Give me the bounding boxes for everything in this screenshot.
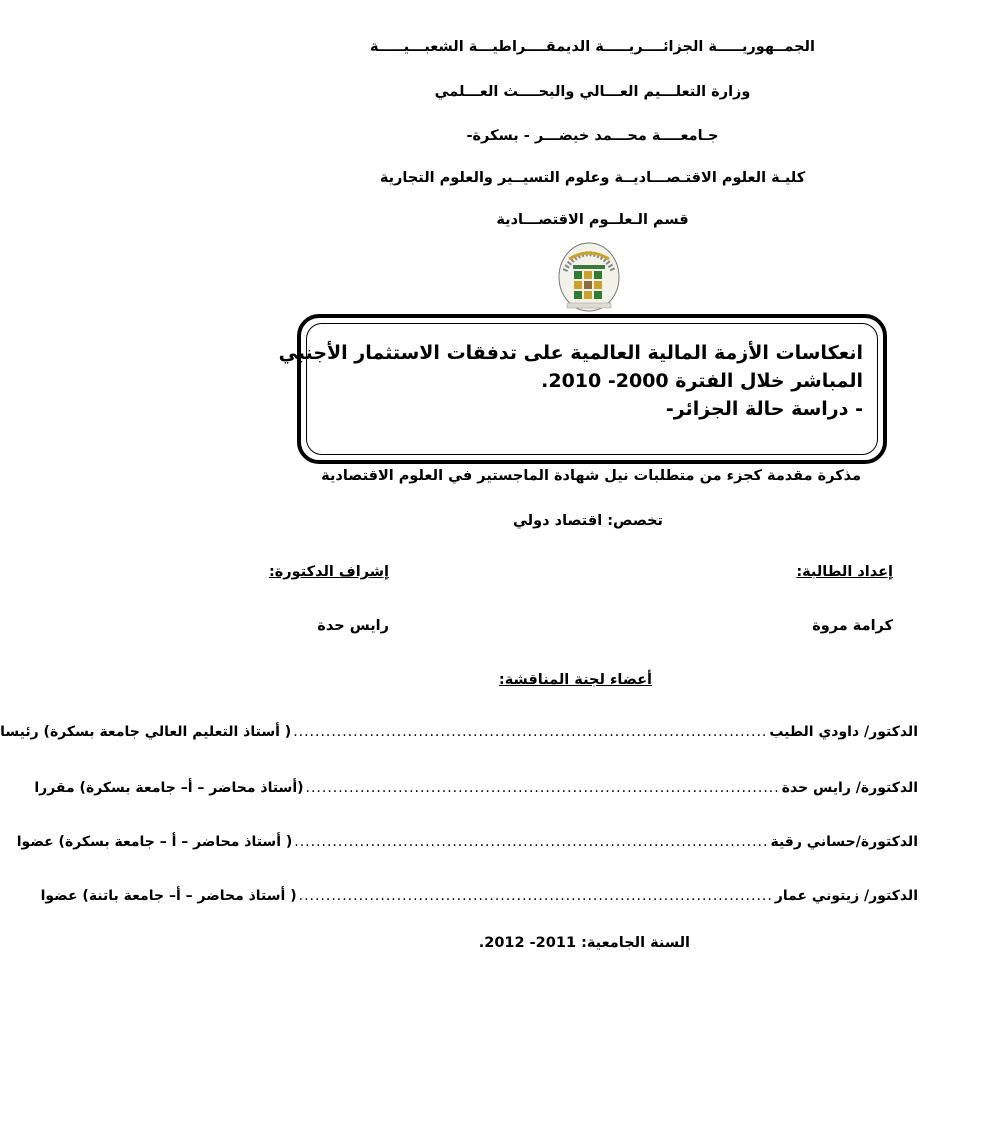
supervisor-name: رايس حدة — [317, 618, 389, 634]
committee-member-role: ( أستاذ محاضر – أ – جامعة بسكرة) عضوا — [16, 834, 293, 850]
specialty: تخصص: اقتصاد دولي — [513, 513, 663, 529]
committee-member-name: الدكتورة/ رايس حدة — [781, 780, 918, 796]
committee-member-role: (أستاذ محاضر – أ– جامعة بسكرة) مقررا — [34, 780, 304, 796]
thesis-purpose: مذكرة مقدمة كجزء من متطلبات نيل شهادة الماجستير في العلوم الاقتصادية — [321, 468, 861, 484]
committee-member-name: الدكتور/ داودي الطيب — [769, 724, 918, 740]
committee-member-row — [0, 722, 918, 742]
student-name: كرامة مروة — [812, 618, 893, 634]
committee-member-name: الدكتور/ زيتوني عمار — [774, 888, 918, 904]
ministry-line: وزارة التعلـــيم العـــالي والبحــــث العـــلمي — [434, 84, 751, 100]
committee-member-role: ( أستاذ التعليم العالي جامعة بسكرة) رئيسا — [0, 724, 292, 740]
dot-leader: ....................................................................................... — [298, 888, 773, 904]
university-logo — [547, 241, 631, 313]
thesis-title-line2: المباشر خلال الفترة 2000- 2010. — [541, 370, 863, 392]
dot-leader: ....................................................................................... — [305, 780, 780, 796]
department-line: قسم الـعلــوم الاقتصـــادية — [496, 212, 689, 228]
faculty-line: كليـة العلوم الاقتـصـــاديــة وعلوم التسيــير والعلوم التجارية — [379, 170, 806, 186]
university-logo-icon — [547, 241, 631, 313]
thesis-title-line3: - دراسة حالة الجزائر- — [665, 398, 863, 420]
university-line: جـامعــــة محـــمد خيضـــر - بسكرة- — [466, 128, 719, 144]
republic-line: الجمــهوريـــــة الجزائــــريـــــة الديمقــــراطيـــة الشعبـــيـــــة — [370, 39, 815, 55]
supervisor-label: إشراف الدكتورة: — [268, 564, 389, 580]
committee-heading: أعضاء لجنة المناقشة: — [498, 672, 652, 688]
committee-member-name: الدكتورة/حساني رقية — [770, 834, 918, 850]
committee-member-row — [34, 778, 918, 798]
committee-member-role: ( أستاذ محاضر – أ– جامعة باتنة) عضوا — [40, 888, 297, 904]
dot-leader: ....................................................................................... — [294, 834, 769, 850]
student-label: إعداد الطالبة: — [796, 564, 893, 580]
academic-year: السنة الجامعية: 2011- 2012. — [478, 935, 690, 951]
committee-member-row — [16, 832, 918, 852]
thesis-title-line1: انعكاسات الأزمة المالية العالمية على تدفقات الاستثمار الأجنبي — [278, 342, 863, 364]
dot-leader: ....................................................................................... — [293, 724, 768, 740]
committee-member-row — [40, 886, 918, 906]
